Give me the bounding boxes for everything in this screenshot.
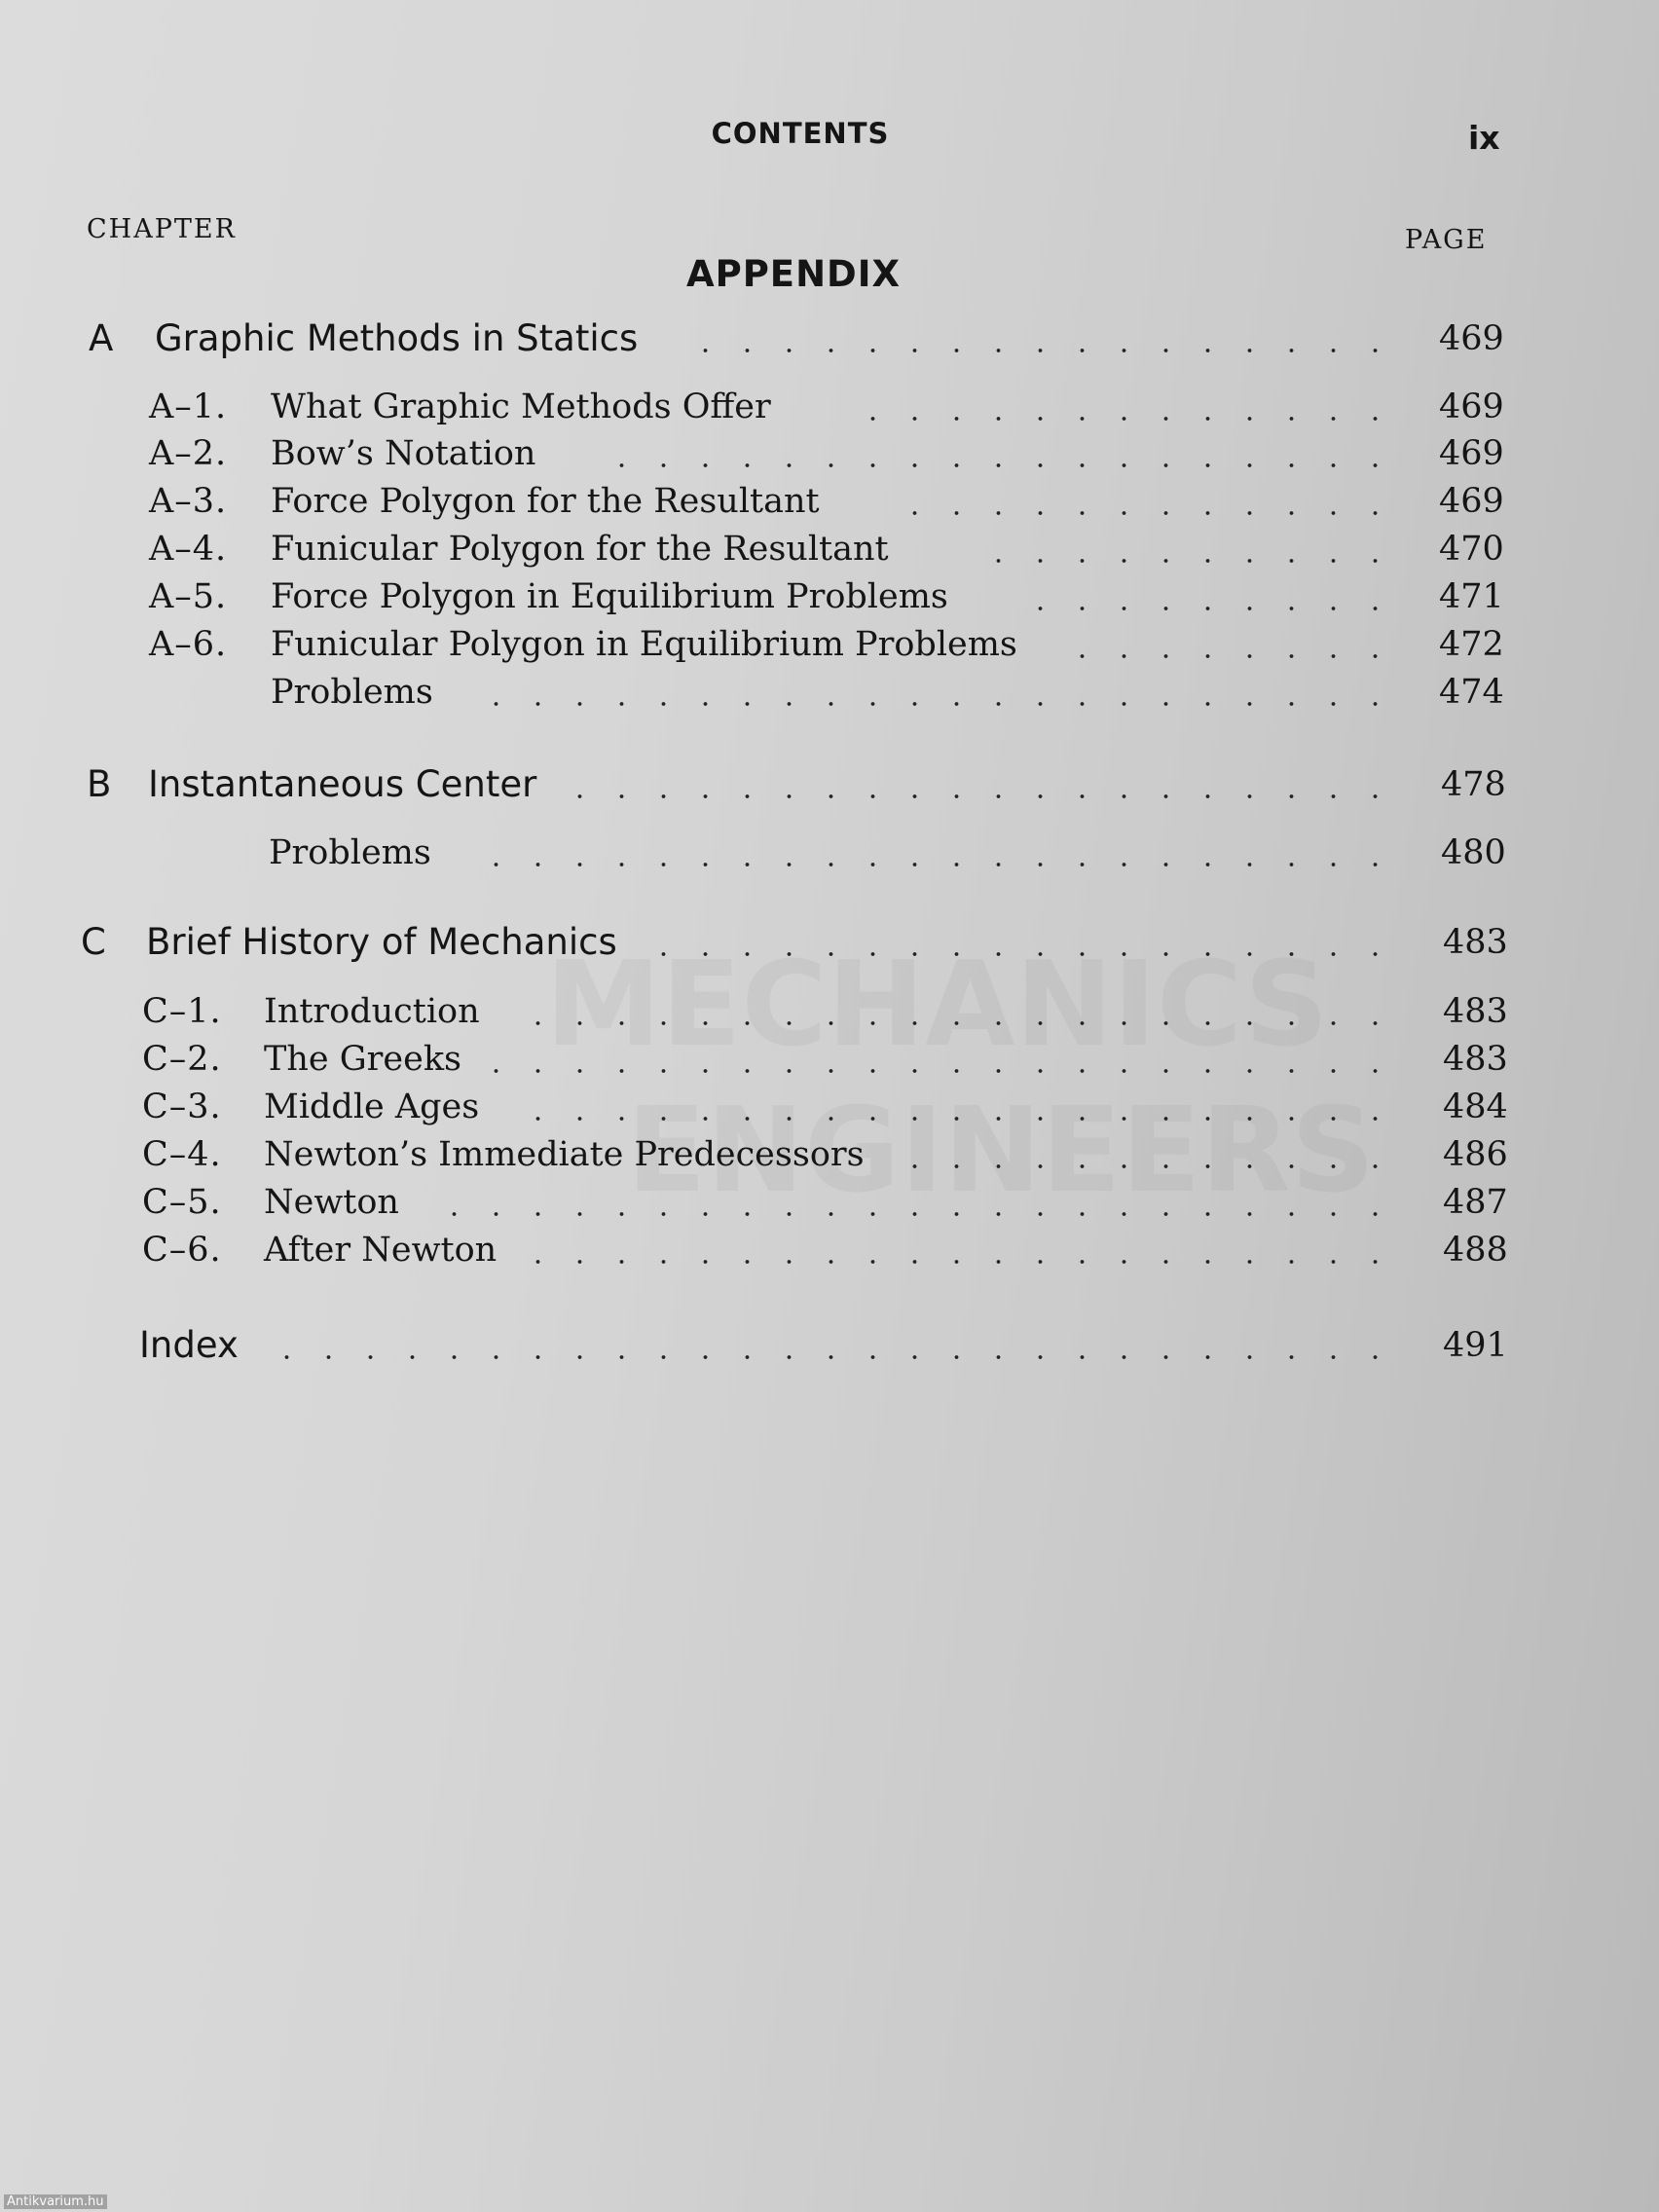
section-number: C–4. xyxy=(142,1135,222,1174)
section-title: After Newton xyxy=(264,1231,498,1270)
dot-leader xyxy=(415,1211,1396,1217)
section-page: 484 xyxy=(1443,1088,1508,1126)
section-number: C–2. xyxy=(142,1040,222,1079)
section-page: 470 xyxy=(1439,530,1504,569)
dot-leader xyxy=(680,348,1396,353)
section-title: The Greeks xyxy=(264,1040,462,1079)
appendix-heading: APPENDIX xyxy=(685,253,902,295)
dot-leader xyxy=(483,1068,1396,1074)
chapter-letter: A xyxy=(89,317,114,359)
section-title: Problems xyxy=(269,833,431,872)
chapter-page: 469 xyxy=(1439,319,1504,358)
toc-section-entry xyxy=(0,525,1659,573)
chapter-title: Instantaneous Center xyxy=(148,763,537,805)
toc-section-entry xyxy=(0,429,1659,478)
toc-section-entry xyxy=(0,1035,1659,1084)
section-page: 472 xyxy=(1439,625,1504,664)
section-title: Introduction xyxy=(264,992,480,1031)
toc-chapter-entry xyxy=(0,918,1659,967)
source-credit: Antikvarium.hu xyxy=(4,2194,107,2209)
section-page: 486 xyxy=(1443,1135,1508,1174)
toc-section-entry xyxy=(0,987,1659,1036)
dot-leader xyxy=(458,701,1396,707)
page-number: ix xyxy=(1468,119,1500,157)
toc-section-entry xyxy=(0,668,1659,717)
section-page: 480 xyxy=(1441,833,1506,872)
index-title: Index xyxy=(139,1324,239,1366)
dot-leader xyxy=(888,510,1396,516)
section-title: Newton’s Immediate Predecessors xyxy=(264,1135,865,1174)
running-head: CONTENTS xyxy=(711,117,890,150)
dot-leader xyxy=(1011,606,1396,611)
toc-index-entry xyxy=(0,1321,1659,1370)
toc-section-entry xyxy=(0,1083,1659,1131)
chapter-column-label: CHAPTER xyxy=(87,214,237,244)
dot-leader xyxy=(458,862,1396,867)
dot-leader xyxy=(516,1020,1396,1026)
section-page: 471 xyxy=(1439,577,1504,616)
section-page: 483 xyxy=(1443,1040,1508,1079)
index-page: 491 xyxy=(1443,1326,1508,1365)
section-number: A–3. xyxy=(149,482,228,521)
section-number: C–5. xyxy=(142,1183,222,1222)
section-page: 483 xyxy=(1443,992,1508,1031)
section-number: A–2. xyxy=(149,434,228,473)
toc-section-entry xyxy=(0,572,1659,621)
toc-section-entry xyxy=(0,620,1659,669)
chapter-letter: B xyxy=(87,763,112,805)
section-page: 474 xyxy=(1439,673,1504,712)
page-column-label: PAGE xyxy=(1405,225,1488,255)
toc-section-entry xyxy=(0,383,1659,431)
toc-section-entry xyxy=(0,1130,1659,1179)
toc-section-entry xyxy=(0,829,1659,877)
section-title: Funicular Polygon for the Resultant xyxy=(271,530,889,569)
section-page: 488 xyxy=(1443,1231,1508,1270)
section-title: Funicular Polygon in Equilibrium Problems xyxy=(271,625,1017,664)
section-title: Newton xyxy=(264,1183,399,1222)
section-title: Force Polygon for the Resultant xyxy=(271,482,820,521)
section-page: 469 xyxy=(1439,387,1504,426)
toc-chapter-entry xyxy=(0,314,1659,363)
section-number: A–6. xyxy=(149,625,228,664)
dot-leader xyxy=(888,1163,1396,1169)
section-number: A–1. xyxy=(149,387,228,426)
section-number: C–3. xyxy=(142,1088,222,1126)
section-page: 487 xyxy=(1443,1183,1508,1222)
dot-leader xyxy=(1075,653,1396,659)
chapter-title: Brief History of Mechanics xyxy=(146,921,617,963)
dot-leader xyxy=(576,793,1396,799)
chapter-title: Graphic Methods in Statics xyxy=(155,317,639,359)
chapter-page: 478 xyxy=(1441,765,1506,804)
toc-section-entry xyxy=(0,1178,1659,1227)
dot-leader xyxy=(964,558,1396,564)
dot-leader xyxy=(835,416,1396,422)
section-title: Force Polygon in Equilibrium Problems xyxy=(271,577,948,616)
toc-section-entry xyxy=(0,1226,1659,1274)
section-number: A–4. xyxy=(149,530,228,569)
dot-leader xyxy=(269,1354,1396,1360)
section-number: C–6. xyxy=(142,1231,222,1270)
toc-chapter-entry xyxy=(0,760,1659,809)
section-title: Middle Ages xyxy=(264,1088,480,1126)
dot-leader xyxy=(594,462,1396,468)
section-title: Bow’s Notation xyxy=(271,434,536,473)
section-page: 469 xyxy=(1439,482,1504,521)
section-number: A–5. xyxy=(149,577,228,616)
dot-leader xyxy=(526,1259,1396,1265)
section-number: C–1. xyxy=(142,992,222,1031)
toc-section-entry xyxy=(0,477,1659,526)
dot-leader xyxy=(658,951,1396,957)
chapter-letter: C xyxy=(81,921,106,963)
section-page: 469 xyxy=(1439,434,1504,473)
dot-leader xyxy=(514,1116,1396,1122)
section-title: What Graphic Methods Offer xyxy=(271,387,771,426)
section-title: Problems xyxy=(271,673,433,712)
chapter-page: 483 xyxy=(1443,923,1508,962)
